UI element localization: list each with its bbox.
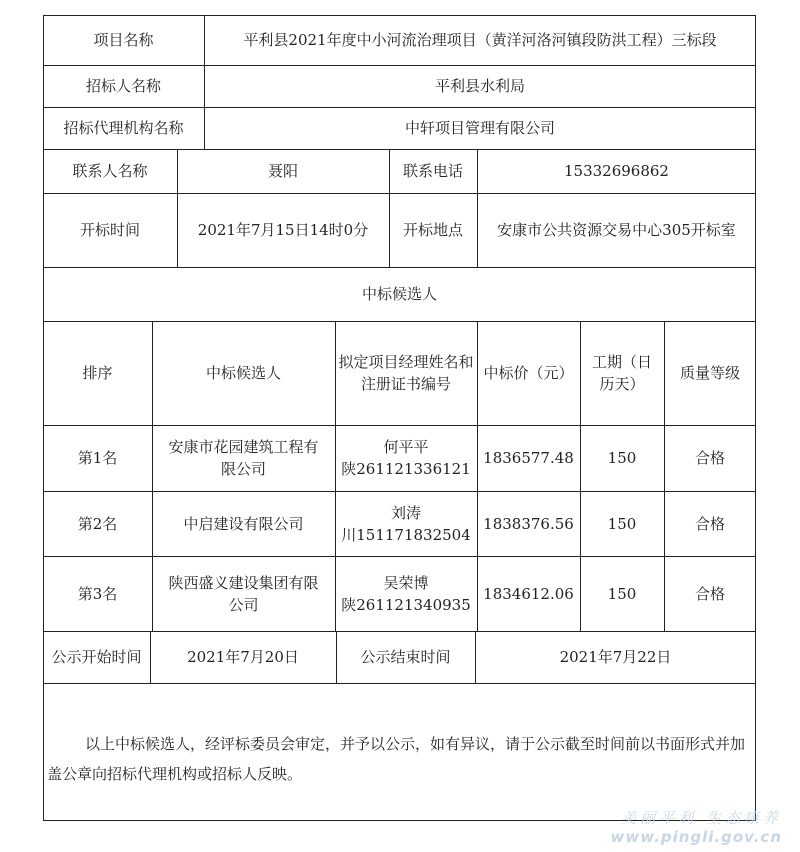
row3-manager-name: 吴荣博 <box>383 573 429 592</box>
row3-manager-cert: 陕261121340935 <box>341 595 471 614</box>
row2-quality: 合格 <box>694 514 725 533</box>
publicity-start-label: 公示开始时间 <box>51 648 142 666</box>
tenderer-label: 招标人名称 <box>85 77 161 95</box>
tenderer-value: 平利县水利局 <box>434 77 525 95</box>
agency-value: 中轩项目管理有限公司 <box>404 119 555 137</box>
col-rank-header: 排序 <box>82 364 113 382</box>
row1-manager-cert: 陕261121336121 <box>341 460 471 478</box>
col-price-header: 中标价（元） <box>483 364 574 382</box>
watermark-url: www.pingli.gov.cn <box>610 828 782 846</box>
project-name: 平利县2021年度中小河流治理项目（黄洋河洛河镇段防洪工程）三标段 <box>243 31 717 49</box>
row2-price: 1838376.56 <box>483 514 574 533</box>
row2-period: 150 <box>607 514 637 533</box>
row1-quality: 合格 <box>694 449 725 467</box>
row1-price: 1836577.48 <box>483 449 574 467</box>
phone-label: 联系电话 <box>402 162 463 180</box>
row2-manager-name: 刘涛 <box>390 503 421 522</box>
col-candidate-header: 中标候选人 <box>205 364 281 382</box>
site-watermark <box>611 807 782 846</box>
row3-rank: 第3名 <box>77 584 118 603</box>
open-place-value: 安康市公共资源交易中心305开标室 <box>497 221 736 239</box>
publicity-start-value: 2021年7月20日 <box>187 648 299 666</box>
open-time-label: 开标时间 <box>79 221 140 239</box>
row3-candidate: 陕西盛义建设集团有限公司 <box>168 573 319 614</box>
col-manager-header: 拟定项目经理姓名和注册证书编号 <box>338 353 474 393</box>
publicity-end-label: 公示结束时间 <box>360 648 451 666</box>
col-quality-header: 质量等级 <box>679 364 740 382</box>
contact-label: 联系人名称 <box>72 162 148 180</box>
row3-manager <box>335 556 477 631</box>
row2-manager-cert: 川151171832504 <box>341 525 471 544</box>
phone-value: 15332696862 <box>564 162 669 180</box>
row1-rank: 第1名 <box>77 449 118 467</box>
row1-manager <box>335 425 477 491</box>
row1-candidate: 安康市花园建筑工程有限公司 <box>168 438 319 478</box>
row2-candidate: 中启建设有限公司 <box>183 514 304 533</box>
notice-text: 以上中标候选人，经评标委员会审定，并予以公示，如有异议，请于公示截至时间前以书面形式并加盖公章向招标代理机构或招标人反映。 <box>47 735 746 783</box>
row3-quality: 合格 <box>694 584 725 603</box>
row3-period: 150 <box>607 584 637 603</box>
publicity-end-value: 2021年7月22日 <box>559 648 672 666</box>
row1-period: 150 <box>607 449 637 467</box>
open-place-label: 开标地点 <box>402 221 463 239</box>
project-name-label: 项目名称 <box>93 31 154 49</box>
contact-value: 聂阳 <box>267 162 298 180</box>
row1-manager-name: 何平平 <box>383 438 429 456</box>
candidates-title: 中标候选人 <box>361 285 437 303</box>
col-period-header: 工期（日历天） <box>591 353 652 393</box>
row2-rank: 第2名 <box>77 514 118 533</box>
row2-manager <box>335 491 477 556</box>
watermark-slogan: 美丽平利 生态康养 <box>621 809 782 827</box>
bid-candidate-table <box>43 15 756 821</box>
agency-label: 招标代理机构名称 <box>63 119 184 137</box>
row3-price: 1834612.06 <box>483 584 574 603</box>
open-time-value: 2021年7月15日14时0分 <box>197 221 369 239</box>
